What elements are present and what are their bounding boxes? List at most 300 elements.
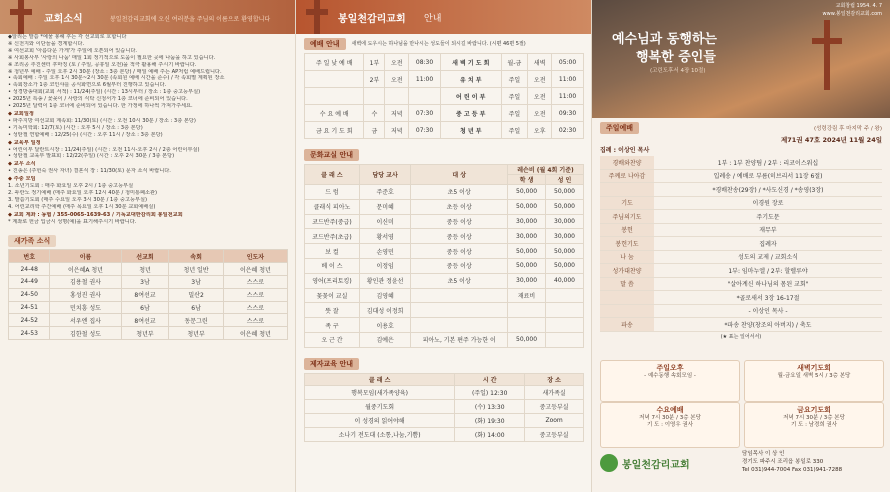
info-card <box>744 360 884 402</box>
cross-icon <box>304 0 330 34</box>
table-cell: 이은혜 청년 <box>223 327 287 340</box>
news-sections <box>0 111 295 226</box>
newcomer-header: 이름 <box>50 250 121 263</box>
table-row <box>600 183 882 197</box>
table-cell: 족 구 <box>305 318 360 333</box>
table-cell: 청년부 <box>169 327 223 340</box>
info-card-line: 월-금요일 새벽 5시 / 3층 본당 <box>777 373 851 379</box>
table-row <box>9 288 288 301</box>
table-cell: 초5 이상 <box>411 185 508 200</box>
table-cell: 오전 <box>385 54 409 71</box>
table-row <box>305 214 584 229</box>
service-label: 주님의기도 <box>600 210 654 224</box>
service-label: 말 씀 <box>600 277 654 291</box>
table-row <box>305 199 584 214</box>
table-cell: 중고등부실 <box>525 399 584 413</box>
table-cell: 청년 일반 <box>169 263 223 276</box>
table-cell: 스스로 <box>223 288 287 301</box>
table-cell: (화) 19:30 <box>455 413 525 427</box>
edu-header: 클 래 스 <box>305 373 455 385</box>
table-cell: 05:00 <box>552 54 584 71</box>
table-cell: 스스로 <box>223 276 287 289</box>
table-cell: 30,000 <box>508 273 546 288</box>
service-section <box>592 118 890 340</box>
table-cell: 30,000 <box>546 214 584 229</box>
news-section-line: • 성탄절 교육부 발표회 : 12/22(주일) (시간 : 오후 2시 30분 / 3층 본당) <box>8 153 175 160</box>
table-row <box>305 54 584 71</box>
table-cell: 6남 <box>121 301 169 314</box>
cross-icon <box>812 20 842 90</box>
table-cell: 11:00 <box>552 71 584 88</box>
table-cell <box>364 88 385 105</box>
table-row <box>600 304 882 318</box>
news-section-head: ◆ 교회 계좌 : 농협 / 355-0065-1639-63 / 기독교대한감리회 봉일천교회 <box>8 211 183 218</box>
info-card <box>600 402 740 448</box>
table-cell <box>546 288 584 303</box>
table-cell <box>409 88 441 105</box>
table-cell: 오전 <box>385 71 409 88</box>
news-section-line: * 계좌로 헌금 입금시 성명(예)을 표기해주시기 바랍니다. <box>8 218 137 225</box>
worship-guide <box>296 34 591 139</box>
service-value: *파송 찬양(창조의 아버지) / 축도 <box>654 318 882 332</box>
table-cell: 30,000 <box>508 229 546 244</box>
table-cell: 24-53 <box>9 327 50 340</box>
newcomer-header: 번호 <box>9 250 50 263</box>
table-row <box>600 210 882 224</box>
table-cell: 3남 <box>169 276 223 289</box>
worship-tag: 예배 안내 <box>304 38 346 50</box>
table-cell: 오전 <box>528 88 552 105</box>
table-cell: 11:00 <box>409 71 441 88</box>
table-cell: 청년부 <box>121 327 169 340</box>
table-cell: 문미혜 <box>359 199 410 214</box>
news-greeting: 봉일천감리교회에 오신 여러분을 주님의 이름으로 환영합니다 <box>110 16 271 23</box>
table-cell: 베 이 스 <box>305 258 360 273</box>
table-row <box>600 318 882 332</box>
table-cell <box>411 288 508 303</box>
service-value: *골로새서 3장 16-17절 <box>654 291 882 305</box>
service-order-table <box>600 156 882 332</box>
table-cell: 월-금 <box>501 54 528 71</box>
table-cell: 코드반주(초급) <box>305 229 360 244</box>
service-label: 경배와찬양 <box>600 156 654 169</box>
table-cell: 수 요 예 배 <box>305 105 364 122</box>
news-list <box>0 34 295 110</box>
table-row <box>600 237 882 251</box>
table-cell: 피아노, 기본 편주 가능한 이 <box>411 332 508 347</box>
news-section-line: 2. 두란노 정기예배 (매주 화요일 오후 12시 40분 / 청미통폐소관) <box>8 189 158 196</box>
footer-address: 경기도 파주시 조리읍 봉일로 330 <box>742 459 824 465</box>
service-label <box>600 304 654 318</box>
footer-info <box>742 450 842 474</box>
table-cell: 24-49 <box>9 276 50 289</box>
table-cell: 08:30 <box>409 54 441 71</box>
table-cell: 8여선교 <box>121 314 169 327</box>
service-value: 1부 : 1부 찬양팀 / 2부 : 리코이스워십 <box>654 156 882 169</box>
info-card-line: 기 도 : 남경희 권사 <box>790 422 838 428</box>
table-cell <box>411 318 508 333</box>
table-cell: 어 린 이 부 <box>440 88 501 105</box>
news-item: ※ 청년부 예배 - 주일 오후 2시 30분 (장소 : 3층 본당) / 매일 예배 주는 AP처럼 예배드립니다. <box>8 68 222 75</box>
culture-tag: 문화교실 안내 <box>304 149 359 161</box>
table-row <box>305 413 584 427</box>
edu-table <box>304 373 584 442</box>
table-cell: 중등 이상 <box>411 244 508 259</box>
table-cell: 보 컬 <box>305 244 360 259</box>
church-url: www.봉일천감리교회.com <box>822 11 882 17</box>
table-cell: 드 럼 <box>305 185 360 200</box>
newcomer-header: 선교회 <box>121 250 169 263</box>
table-cell: 50,000 <box>508 244 546 259</box>
news-section-line: 4. 어린교리학 주간예배 (매주 목요일 오후 1시 30분 교회예배실) <box>8 203 156 210</box>
table-row <box>305 288 584 303</box>
service-label: 주께로 나아감 <box>600 169 654 183</box>
table-cell: 이은혜 청년 <box>223 263 287 276</box>
table-cell: 홍성진 권사 <box>50 288 121 301</box>
table-cell <box>305 88 364 105</box>
service-label: 나 눔 <box>600 250 654 264</box>
table-row <box>305 385 584 399</box>
table-row <box>600 250 882 264</box>
table-row <box>600 291 882 305</box>
service-label: 파송 <box>600 318 654 332</box>
table-cell: 24-48 <box>9 263 50 276</box>
news-item: • 속회장소가 1층 코인샤를 공식화면으로 6월부터 진행하고 있습니다. <box>8 82 167 89</box>
table-cell: 6남 <box>169 301 223 314</box>
table-cell: 유 치 부 <box>440 71 501 88</box>
news-item: • 2025년 특송 / 꽃꽂이 / 사랑의 식탁 신청서가 1층 코너에 준비되어 있습니다. <box>8 96 188 103</box>
table-row <box>600 264 882 278</box>
edu-header: 장 소 <box>525 373 584 385</box>
table-cell: 오후 <box>528 122 552 139</box>
news-section-line: 1. 소년기도회 : 매주 화요일 오후 2시 / 1층 중고등부실 <box>8 183 134 190</box>
table-cell: 이 성경의 읽어야해 <box>305 413 455 427</box>
edu-header: 시 간 <box>455 373 525 385</box>
table-cell: 새가족실 <box>525 385 584 399</box>
footer-church-name: 봉일천감리교회 <box>622 459 690 471</box>
service-label <box>600 183 654 197</box>
table-cell <box>546 303 584 318</box>
table-cell: 황인관 정윤선 <box>359 273 410 288</box>
table-cell: 02:30 <box>552 122 584 139</box>
table-cell: 30,000 <box>508 214 546 229</box>
table-cell: 김영혜 <box>359 288 410 303</box>
table-cell: 50,000 <box>546 244 584 259</box>
table-cell: 행복모임(새가족양육) <box>305 385 455 399</box>
table-row <box>305 332 584 347</box>
worship-table <box>304 53 584 139</box>
hero-verse: (고린도후서 4장 10절) <box>650 68 706 74</box>
table-cell: 50,000 <box>508 258 546 273</box>
hero-line-1: 예수님과 동행하는 <box>612 32 717 47</box>
church-name: 봉일천감리교회 <box>338 14 406 25</box>
table-cell: 주일 <box>501 122 528 139</box>
table-cell: 새벽 <box>528 54 552 71</box>
table-cell: 금 <box>364 122 385 139</box>
service-label <box>600 291 654 305</box>
table-row <box>305 244 584 259</box>
table-cell: 중등 이상 <box>411 258 508 273</box>
table-row <box>9 327 288 340</box>
table-cell: (화) 14:00 <box>455 427 525 441</box>
table-cell: 24-50 <box>9 288 50 301</box>
table-cell: 소나기 전도대 (소통,나눔,기쁨) <box>305 427 455 441</box>
table-row <box>305 185 584 200</box>
table-cell: 이용호 <box>359 318 410 333</box>
info-card-line: 기 도 : 이영우 권사 <box>646 422 694 428</box>
table-cell: 밀산2 <box>169 288 223 301</box>
edu-guide <box>296 348 591 442</box>
worship-note: 새벽에 도우시는 하나님을 만나시는 성도들이 되시길 바랍니다. (시편 46편 5절) <box>351 40 526 47</box>
service-value: 1부: 임마누엘 / 2부: 할렐루야 <box>654 264 882 278</box>
info-card-title: 금요기도회 <box>797 406 831 414</box>
table-cell: 이은혜A 청년 <box>50 263 121 276</box>
news-header <box>0 0 295 34</box>
panel-guide <box>296 0 592 492</box>
table-row <box>305 399 584 413</box>
table-row <box>305 258 584 273</box>
table-cell: 김용철 권사 <box>50 276 121 289</box>
news-item: • 성경방송대회(교회 서적) : 11/24(주일) (시간 : 13시부터 / 장소 : 1층 중고등부실) <box>8 89 201 96</box>
table-cell: 중 고 등 부 <box>440 105 501 122</box>
newcomer-header: 속회 <box>169 250 223 263</box>
service-value: 성도의 교제 / 교회소식 <box>654 250 882 264</box>
newcomer-header: 인도자 <box>223 250 287 263</box>
footer-tel: Tel 031)944-7004 Fax 031)941-7288 <box>742 467 843 473</box>
service-value: 재무부 <box>654 223 882 237</box>
table-cell: 50,000 <box>508 199 546 214</box>
footer-logo <box>600 454 690 472</box>
newcomer-table <box>8 249 288 340</box>
table-cell: 24-52 <box>9 314 50 327</box>
service-value: 입례송 / 예배로 부름(히브리서 11장 6절) <box>654 169 882 183</box>
table-cell: 11:00 <box>552 88 584 105</box>
panel-church-news <box>0 0 296 492</box>
table-cell: 주일 <box>501 88 528 105</box>
table-row <box>600 277 882 291</box>
table-cell: 오전 <box>528 71 552 88</box>
stand-note: (★ 표는 일어서서) <box>720 333 762 340</box>
table-cell: (주일) 12:30 <box>455 385 525 399</box>
table-cell: (수) 13:30 <box>455 399 525 413</box>
table-row <box>305 88 584 105</box>
table-cell: 중등 이상 <box>411 229 508 244</box>
table-row <box>9 263 288 276</box>
newcomer-title: 새가족 소식 <box>8 235 56 247</box>
culture-guide <box>296 139 591 348</box>
table-cell: 스스로 <box>223 301 287 314</box>
table-cell: 8여선교 <box>121 288 169 301</box>
table-cell: 스스로 <box>223 314 287 327</box>
news-item: ◆알리는 말씀 *예물 봉헤 후는 각 선교회로 호합니다 <box>8 34 127 40</box>
news-section-line: 3. 말씀기도회 (매주 수요일 오후 3시 30분 / 1층 중고등부실) <box>8 196 148 203</box>
table-cell: 오 근 간 <box>305 332 360 347</box>
culture-head-target: 대 상 <box>411 165 508 185</box>
table-cell: Zoom <box>525 413 584 427</box>
info-card <box>744 402 884 448</box>
culture-head-student: 학 생 <box>508 175 546 185</box>
table-cell: 월중기도회 <box>305 399 455 413</box>
table-row <box>305 229 584 244</box>
table-cell: 서우엔 집사 <box>50 314 121 327</box>
table-cell <box>546 332 584 347</box>
table-row <box>9 276 288 289</box>
table-cell: 금 요 기 도 회 <box>305 122 364 139</box>
table-cell: 초등 이상 <box>411 199 508 214</box>
news-section-line: • 진송은 (주헌숙 권사 자녀) 결혼식 장 : 11/30(토) 문자 소식 바랍니다. <box>8 168 171 175</box>
table-cell: 오전 <box>528 105 552 122</box>
guide-header <box>296 0 591 34</box>
table-cell: 저녁 <box>385 105 409 122</box>
issue-info: 제71권 47호 2024년 11월 24일 <box>781 136 882 144</box>
table-row <box>600 156 882 169</box>
info-card <box>600 360 740 402</box>
table-cell: 뜻 잘 <box>305 303 360 318</box>
table-cell: 코드반주(중급) <box>305 214 360 229</box>
table-cell: 김예은 <box>359 332 410 347</box>
table-cell: 청 년 부 <box>440 122 501 139</box>
service-label: 봉헌 <box>600 223 654 237</box>
news-item: ※ 여선교회 '아름다운 가게'가 주일에 오픈되어 있습니다. <box>8 47 137 54</box>
table-cell: 주일 <box>501 71 528 88</box>
info-card-line: 저녁 7시 30분 / 3층 본당 <box>783 415 845 421</box>
table-cell: 저녁 <box>385 122 409 139</box>
table-cell: 24-51 <box>9 301 50 314</box>
table-cell: 민치흥 성도 <box>50 301 121 314</box>
founding-date: 교회창립 1954. 4. 7 <box>835 3 882 9</box>
news-title: 교회소식 <box>44 14 83 25</box>
service-label: 봉헌기도 <box>600 237 654 251</box>
culture-head-fee: 레슨비 (월 4회 기준) <box>508 165 584 175</box>
news-section-line: • 기독미학회: 12/7(토) (시간 : 오후 5시 / 장소 : 3층 본당) <box>8 124 143 131</box>
table-row <box>600 196 882 210</box>
table-cell: 중등 이상 <box>411 214 508 229</box>
service-label: 기도 <box>600 196 654 210</box>
table-cell: 재료비 <box>508 288 546 303</box>
footer-pastor: 담임목사 이 상 인 <box>742 451 785 457</box>
news-section-line: • 성탄절 연합예배 : 12/25(수) (시간 : 오후 11시 / 장소 : 3층 본당) <box>8 131 163 138</box>
table-row <box>600 169 882 183</box>
table-row <box>305 71 584 88</box>
news-section-head: ◆ 교회일정 <box>8 110 34 117</box>
table-cell: 2부 <box>364 71 385 88</box>
service-sub: (성령강림 후 마지막 주 / 왕) <box>813 126 882 132</box>
table-cell: 동문그린 <box>169 314 223 327</box>
table-cell <box>411 303 508 318</box>
news-item: • 2025년 달력이 1층 코너에 준비되어 있습니다. 한 가정에 하나씩 가져가주세요. <box>8 103 193 110</box>
table-cell: 09:30 <box>552 105 584 122</box>
service-value: 주기도문 <box>654 210 882 224</box>
table-cell: 새 벽 기 도 회 <box>440 54 501 71</box>
news-section-head: ◆ 교우 소식 <box>8 161 36 168</box>
culture-head-teacher: 담당 교사 <box>359 165 410 185</box>
newcomer-section <box>8 228 287 340</box>
table-cell: 30,000 <box>546 229 584 244</box>
info-card-line: 저녁 7시 30분 / 3층 본당 <box>639 415 701 421</box>
news-item: • 속회예배 : 주일 오후 1시 30분~2시 30분 (속회원 예배 시간을 준수) / 각 속회별 계획된 장소 <box>8 75 225 82</box>
info-card-title: 수요예배 <box>656 406 684 414</box>
table-cell: 중고등부실 <box>525 427 584 441</box>
table-cell: 이정임 <box>359 258 410 273</box>
table-cell: 주 일 낮 예 배 <box>305 54 364 71</box>
news-item: ※ 사회봉사부 '사랑의 나눔' 매일 1회 정기적으로 도움이 필요한 곳에 나눔을 하고 있습니다. <box>8 54 216 61</box>
table-cell: 주일 <box>501 105 528 122</box>
table-cell: 50,000 <box>546 258 584 273</box>
table-cell: 영어(프리토킹) <box>305 273 360 288</box>
table-cell: 50,000 <box>508 332 546 347</box>
table-cell: 손영민 <box>359 244 410 259</box>
table-cell: 50,000 <box>546 185 584 200</box>
table-cell <box>546 318 584 333</box>
table-cell <box>508 318 546 333</box>
table-cell <box>508 303 546 318</box>
table-cell: 07:30 <box>409 105 441 122</box>
news-section-line: • 파주지방 여선교회 계속회: 11/30(토) (시간 : 오전 10시 30분 / 장소 : 3층 본당) <box>8 117 196 124</box>
panel-service <box>592 0 890 492</box>
table-row <box>305 427 584 441</box>
service-value: 집례자 <box>654 237 882 251</box>
hero-line-2: 행복한 증인들 <box>636 50 716 65</box>
table-row <box>305 318 584 333</box>
table-row <box>9 301 288 314</box>
table-row <box>305 105 584 122</box>
table-cell: 3남 <box>121 276 169 289</box>
news-section-line: • 어린이부 달란트시장 : 11/24(주일) (시간 : 오전 11시-오후 2시 / 2층 어린이부실) <box>8 146 200 153</box>
news-item: ※ 조리공 추진센터 후마징 (토 / 주일, 공휴일 오전)을 적극 활용해 주시기 바랍니다. <box>8 61 197 68</box>
culture-head-adult: 성 인 <box>546 175 584 185</box>
guide-title: 안내 <box>424 14 442 24</box>
culture-table <box>304 164 584 348</box>
table-row <box>305 122 584 139</box>
table-cell: 1부 <box>364 54 385 71</box>
info-card-line: - 예수동행 속회모임 - <box>644 373 696 379</box>
preacher-info: 집례 : 이상인 목사 <box>600 147 650 154</box>
service-value: *경배찬송(29장) / *사도신경 / *송영(3장) <box>654 183 882 197</box>
table-cell: 김한철 성도 <box>50 327 121 340</box>
news-section-head: ◆ 교육부 일정 <box>8 139 41 146</box>
cross-icon <box>8 0 34 34</box>
table-cell: 50,000 <box>546 199 584 214</box>
table-cell: 07:30 <box>409 122 441 139</box>
service-tag: 주일예배 <box>600 122 639 134</box>
table-cell: 클래식 피아노 <box>305 199 360 214</box>
service-label: 성가대찬양 <box>600 264 654 278</box>
table-cell: 이신미 <box>359 214 410 229</box>
table-cell: 40,000 <box>546 273 584 288</box>
service-value: - 이상인 목사 - <box>654 304 882 318</box>
service-value: "살아계신 하나님의 몸된 교회" <box>654 277 882 291</box>
table-cell <box>305 71 364 88</box>
table-cell: 초5 이상 <box>411 273 508 288</box>
edu-tag: 제자교육 안내 <box>304 358 359 370</box>
table-cell: 수 <box>364 105 385 122</box>
info-card-title: 새벽기도회 <box>797 364 831 372</box>
news-item: ※ 신천지와 이단들을 경계합시다. <box>8 40 85 47</box>
service-value: 이경원 장로 <box>654 196 882 210</box>
table-cell: 청년 <box>121 263 169 276</box>
table-cell: 50,000 <box>508 185 546 200</box>
table-row <box>305 303 584 318</box>
church-logo-icon <box>600 454 618 472</box>
hero-banner <box>592 0 890 118</box>
table-row <box>600 223 882 237</box>
table-cell: 김대성 이정희 <box>359 303 410 318</box>
table-row <box>9 314 288 327</box>
table-row <box>305 273 584 288</box>
info-card-title: 주일오후 <box>656 364 684 372</box>
table-cell <box>385 88 409 105</box>
table-cell: 주준호 <box>359 185 410 200</box>
